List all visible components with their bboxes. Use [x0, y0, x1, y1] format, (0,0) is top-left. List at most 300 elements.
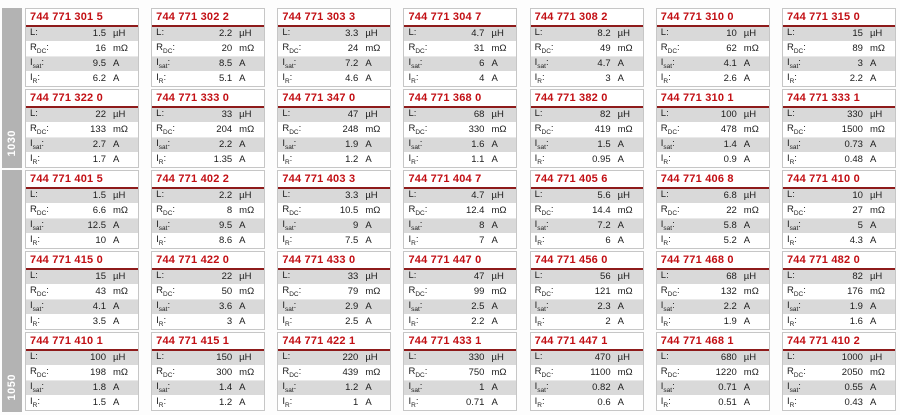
param-label-colon: : — [424, 284, 428, 296]
param-unit-isat: A — [869, 139, 877, 151]
param-label-base: L — [534, 188, 540, 200]
param-label-colon: : — [37, 71, 40, 83]
param-label-colon: : — [415, 152, 419, 164]
param-label-base: I — [156, 137, 159, 149]
param-value-rdc: 89 — [852, 43, 863, 55]
param-unit-l: µH — [239, 271, 252, 283]
param-label-subscript: R — [537, 401, 542, 409]
part-card — [656, 8, 770, 87]
part-number: 744 771 422 1 — [278, 333, 390, 351]
param-unit-ir: A — [869, 235, 877, 247]
part-card — [403, 89, 517, 168]
param-label-colon: : — [167, 218, 171, 230]
param-label-l — [535, 28, 543, 40]
param-label-base: L — [408, 26, 414, 38]
param-unit-ir: A — [239, 154, 246, 166]
param-unit-l: µH — [869, 190, 883, 202]
param-row-rdc — [26, 123, 138, 138]
param-label-base: L — [408, 269, 414, 281]
param-value-ir: 5.2 — [723, 235, 737, 247]
param-label-subscript: R — [537, 77, 542, 85]
param-unit-ir: A — [113, 316, 120, 328]
param-label-base: I — [282, 380, 285, 392]
param-label-colon: : — [35, 350, 38, 362]
param-value-ir: 1.5 — [92, 397, 106, 409]
param-value-isat: 0.73 — [844, 139, 863, 151]
param-label-colon: : — [298, 365, 302, 377]
param-label-subscript: DC — [667, 47, 678, 55]
part-card — [277, 332, 391, 411]
param-label-base: I — [282, 137, 285, 149]
param-unit-isat: A — [113, 301, 120, 313]
param-label-subscript: R — [32, 320, 38, 328]
param-label-subscript: DC — [36, 47, 47, 55]
param-label-base: R — [534, 122, 542, 134]
param-unit-l: µH — [365, 109, 378, 121]
param-row-rdc — [278, 123, 390, 138]
param-label-base: I — [30, 314, 33, 326]
param-label-ir — [30, 397, 40, 409]
param-label-subscript: DC — [163, 209, 173, 217]
param-label-subscript: DC — [541, 290, 551, 298]
param-label-colon: : — [413, 26, 417, 38]
param-unit-isat: A — [743, 382, 751, 394]
param-label-base: R — [534, 284, 542, 296]
param-label-l — [408, 271, 416, 283]
param-row-l — [657, 27, 769, 42]
param-label-colon: : — [803, 41, 806, 53]
param-label-base: R — [30, 41, 37, 53]
param-label-rdc — [282, 205, 301, 217]
param-row-l — [531, 27, 643, 42]
param-label-colon: : — [424, 122, 428, 134]
part-number: 744 771 403 3 — [278, 171, 390, 189]
param-label-base: I — [282, 314, 285, 326]
param-label-l — [282, 352, 290, 364]
param-label-subscript: R — [537, 158, 542, 166]
param-row-rdc — [657, 285, 769, 300]
param-unit-ir: A — [491, 73, 498, 85]
param-label-base: I — [156, 71, 159, 83]
param-value-ir: 1.35 — [213, 154, 233, 166]
param-value-rdc: 2050 — [841, 367, 863, 379]
param-label-isat — [661, 220, 675, 232]
param-label-colon: : — [677, 203, 680, 215]
param-label-base: I — [408, 299, 412, 311]
param-row-l — [657, 108, 769, 123]
param-label-rdc — [408, 286, 427, 298]
param-value-isat: 2.5 — [471, 301, 485, 313]
param-label-subscript: DC — [289, 371, 299, 379]
param-unit-isat: A — [743, 139, 751, 151]
param-label-colon: : — [419, 380, 423, 392]
param-label-subscript: DC — [415, 290, 425, 298]
param-label-subscript: sat — [32, 305, 42, 313]
param-label-base: I — [660, 299, 664, 311]
param-unit-isat: A — [491, 382, 498, 394]
param-label-colon: : — [46, 284, 49, 296]
param-label-base: L — [786, 350, 793, 362]
param-row-l — [531, 108, 643, 123]
param-label-colon: : — [161, 26, 165, 38]
part-card — [656, 251, 770, 330]
param-row-isat — [404, 57, 516, 72]
param-unit-l: µH — [239, 28, 252, 40]
param-row-ir — [404, 396, 516, 410]
part-card — [656, 170, 770, 249]
param-value-isat: 1.9 — [849, 301, 863, 313]
param-value-isat: 2.2 — [723, 301, 737, 313]
param-value-ir: 1.2 — [345, 154, 359, 166]
param-value-isat: 1.8 — [92, 382, 106, 394]
param-label-colon: : — [41, 56, 44, 68]
param-unit-rdc: mΩ — [491, 43, 507, 55]
param-label-base: R — [660, 365, 668, 377]
param-label-colon: : — [792, 26, 795, 38]
part-card — [782, 170, 896, 249]
part-number: 744 771 303 3 — [278, 9, 390, 27]
param-unit-ir: A — [365, 73, 372, 85]
param-row-ir — [152, 315, 264, 329]
param-label-rdc — [30, 286, 49, 298]
param-row-l — [531, 270, 643, 285]
param-row-ir — [531, 153, 643, 167]
param-unit-isat: A — [743, 301, 751, 313]
part-number: 744 771 310 1 — [657, 90, 769, 108]
param-label-subscript: R — [663, 401, 669, 409]
param-label-subscript: sat — [158, 62, 168, 70]
param-label-base: L — [156, 269, 162, 281]
part-card — [151, 89, 265, 168]
param-unit-rdc: mΩ — [743, 205, 759, 217]
param-unit-ir: A — [491, 235, 498, 247]
param-label-subscript: sat — [663, 386, 673, 394]
param-label-rdc — [156, 286, 175, 298]
param-label-rdc — [661, 367, 680, 379]
param-row-ir — [531, 396, 643, 410]
param-value-isat: 9.5 — [92, 58, 106, 70]
param-label-ir — [787, 316, 797, 328]
param-label-subscript: sat — [32, 224, 42, 232]
param-label-ir — [156, 235, 166, 247]
param-unit-rdc: mΩ — [617, 286, 633, 298]
param-label-ir — [787, 73, 797, 85]
param-row-l — [783, 189, 895, 204]
part-number: 744 771 456 0 — [531, 252, 643, 270]
param-label-ir — [30, 154, 40, 166]
param-label-colon: : — [803, 365, 806, 377]
param-unit-ir: A — [239, 73, 246, 85]
param-row-isat — [783, 57, 895, 72]
param-unit-l: µH — [869, 109, 883, 121]
param-row-isat — [531, 138, 643, 153]
param-unit-l: µH — [617, 28, 630, 40]
param-value-ir: 7.5 — [345, 235, 359, 247]
param-row-isat — [278, 300, 390, 315]
param-value-isat: 1.4 — [723, 139, 737, 151]
param-label-base: I — [786, 218, 790, 230]
param-value-rdc: 12.4 — [465, 205, 485, 217]
param-row-rdc — [783, 42, 895, 57]
param-label-base: I — [282, 71, 285, 83]
part-card — [530, 8, 644, 87]
param-row-l — [26, 270, 138, 285]
param-label-subscript: sat — [411, 62, 420, 70]
param-value-rdc: 248 — [342, 124, 359, 136]
param-label-rdc — [156, 43, 175, 55]
param-row-rdc — [26, 366, 138, 381]
param-label-isat — [661, 139, 675, 151]
param-label-isat — [30, 139, 44, 151]
param-row-ir — [278, 315, 390, 329]
param-label-colon: : — [415, 233, 419, 245]
param-unit-isat: A — [743, 58, 751, 70]
param-unit-l: µH — [869, 352, 883, 364]
param-row-rdc — [531, 123, 643, 138]
param-label-colon: : — [672, 218, 675, 230]
param-row-rdc — [152, 42, 264, 57]
param-label-subscript: sat — [411, 386, 420, 394]
param-label-rdc — [535, 43, 554, 55]
param-row-isat — [531, 381, 643, 396]
param-label-rdc — [787, 286, 806, 298]
param-label-subscript: R — [663, 158, 669, 166]
param-label-colon: : — [419, 218, 423, 230]
param-row-l — [152, 189, 264, 204]
param-unit-isat: A — [869, 301, 877, 313]
param-label-isat — [156, 220, 170, 232]
param-label-colon: : — [41, 218, 44, 230]
param-label-colon: : — [666, 107, 669, 119]
part-number: 744 771 301 5 — [26, 9, 138, 27]
param-unit-ir: A — [365, 235, 372, 247]
param-unit-ir: A — [869, 154, 877, 166]
part-card — [403, 332, 517, 411]
param-label-subscript: DC — [667, 209, 678, 217]
param-label-rdc — [30, 205, 49, 217]
param-label-l — [787, 109, 795, 121]
param-label-base: R — [786, 122, 794, 134]
param-value-rdc: 176 — [847, 286, 863, 298]
param-unit-l: µH — [617, 352, 630, 364]
param-row-l — [278, 27, 390, 42]
param-unit-ir: A — [617, 316, 624, 328]
param-unit-isat: A — [617, 301, 624, 313]
part-number: 744 771 415 1 — [152, 333, 264, 351]
param-unit-isat: A — [239, 58, 246, 70]
param-row-isat — [531, 57, 643, 72]
param-value-isat: 9.5 — [218, 220, 233, 232]
param-value-rdc: 43 — [95, 286, 106, 298]
param-label-base: L — [30, 269, 36, 281]
param-unit-l: µH — [113, 190, 126, 202]
param-label-base: I — [534, 71, 538, 83]
param-label-base: R — [282, 365, 290, 377]
param-unit-isat: A — [113, 220, 120, 232]
param-value-l: 1.5 — [92, 190, 106, 202]
param-row-ir — [278, 72, 390, 86]
param-value-l: 680 — [720, 352, 737, 364]
param-value-isat: 1.9 — [345, 139, 359, 151]
param-label-subscript: sat — [789, 305, 799, 313]
param-value-ir: 1.6 — [849, 316, 863, 328]
param-value-isat: 9 — [353, 220, 359, 232]
param-unit-l: µH — [365, 271, 378, 283]
param-label-isat — [787, 382, 801, 394]
param-row-isat — [657, 138, 769, 153]
param-value-rdc: 10.5 — [339, 205, 359, 217]
param-unit-ir: A — [743, 397, 751, 409]
param-label-colon: : — [161, 350, 165, 362]
param-label-colon: : — [803, 203, 806, 215]
param-label-l — [535, 190, 543, 202]
param-label-subscript: DC — [667, 371, 678, 379]
param-label-subscript: sat — [537, 62, 546, 70]
param-value-l: 6.8 — [723, 190, 737, 202]
param-label-colon: : — [539, 26, 543, 38]
param-label-colon: : — [35, 26, 38, 38]
param-label-colon: : — [672, 137, 675, 149]
param-label-base: I — [282, 233, 285, 245]
param-label-base: I — [156, 395, 159, 407]
param-label-base: R — [30, 203, 37, 215]
param-label-rdc — [661, 124, 680, 136]
part-number: 744 771 410 0 — [783, 171, 895, 189]
param-row-ir — [152, 72, 264, 86]
param-label-colon: : — [293, 218, 297, 230]
param-label-colon: : — [46, 203, 49, 215]
param-label-colon: : — [172, 122, 176, 134]
param-label-subscript: DC — [36, 209, 47, 217]
param-row-l — [783, 351, 895, 366]
param-value-l: 33 — [221, 109, 233, 121]
param-unit-isat: A — [113, 382, 120, 394]
param-label-colon: : — [37, 314, 40, 326]
param-label-base: I — [660, 380, 664, 392]
param-label-colon: : — [666, 350, 669, 362]
param-value-isat: 6 — [479, 58, 485, 70]
param-row-isat — [26, 219, 138, 234]
param-label-colon: : — [413, 350, 417, 362]
param-label-rdc — [408, 367, 427, 379]
size-group-label-1050: 1050 — [6, 373, 18, 400]
param-value-ir: 6 — [605, 235, 611, 247]
param-label-colon: : — [668, 233, 671, 245]
param-label-subscript: DC — [289, 128, 299, 136]
param-row-l — [531, 189, 643, 204]
part-card — [277, 251, 391, 330]
param-unit-isat: A — [617, 58, 624, 70]
param-label-base: R — [408, 203, 416, 215]
param-label-subscript: sat — [284, 143, 294, 151]
param-value-rdc: 1500 — [841, 124, 863, 136]
part-card — [530, 332, 644, 411]
param-label-colon: : — [41, 380, 44, 392]
param-label-base: R — [282, 284, 290, 296]
param-label-base: R — [786, 365, 794, 377]
param-value-l: 68 — [473, 109, 485, 121]
part-card — [782, 89, 896, 168]
param-unit-rdc: mΩ — [617, 205, 633, 217]
param-label-base: I — [534, 137, 538, 149]
part-card — [25, 251, 139, 330]
param-label-base: R — [156, 41, 164, 53]
param-label-subscript: R — [284, 158, 290, 166]
param-unit-ir: A — [239, 397, 246, 409]
param-label-base: L — [534, 26, 540, 38]
param-label-colon: : — [668, 71, 671, 83]
param-label-colon: : — [668, 152, 671, 164]
param-label-subscript: DC — [541, 209, 551, 217]
param-label-ir — [787, 154, 797, 166]
param-row-l — [657, 351, 769, 366]
param-unit-rdc: mΩ — [491, 367, 507, 379]
param-row-ir — [404, 234, 516, 248]
param-label-l — [30, 109, 38, 121]
param-label-isat — [535, 382, 549, 394]
param-label-colon: : — [798, 218, 801, 230]
param-row-l — [783, 27, 895, 42]
param-value-ir: 2 — [605, 316, 611, 328]
param-value-l: 33 — [347, 271, 359, 283]
param-label-rdc — [156, 367, 175, 379]
param-value-isat: 7.2 — [345, 58, 359, 70]
part-card — [403, 8, 517, 87]
param-label-colon: : — [289, 314, 293, 326]
param-label-l — [282, 109, 290, 121]
param-value-l: 470 — [594, 352, 611, 364]
param-label-base: R — [282, 203, 290, 215]
param-label-subscript: DC — [541, 128, 551, 136]
param-label-base: R — [408, 122, 416, 134]
param-row-l — [152, 108, 264, 123]
param-label-base: I — [30, 71, 33, 83]
param-label-colon: : — [289, 71, 293, 83]
param-value-rdc: 198 — [90, 367, 106, 379]
param-row-ir — [657, 234, 769, 248]
param-unit-isat: A — [617, 139, 624, 151]
param-label-base: L — [282, 269, 288, 281]
param-label-isat — [282, 139, 296, 151]
param-unit-rdc: mΩ — [113, 286, 129, 298]
param-unit-l: µH — [239, 190, 252, 202]
param-label-base: I — [534, 314, 538, 326]
param-label-base: R — [408, 41, 416, 53]
param-label-ir — [408, 73, 418, 85]
param-label-colon: : — [41, 299, 44, 311]
param-value-rdc: 49 — [600, 43, 611, 55]
param-label-base: L — [156, 26, 162, 38]
param-label-subscript: sat — [537, 143, 546, 151]
param-label-base: I — [534, 395, 538, 407]
param-row-l — [152, 270, 264, 285]
param-value-ir: 0.95 — [592, 154, 611, 166]
param-label-base: I — [660, 233, 664, 245]
param-label-isat — [30, 220, 44, 232]
part-number: 744 771 410 2 — [783, 333, 895, 351]
param-unit-rdc: mΩ — [743, 43, 759, 55]
param-unit-isat: A — [239, 139, 246, 151]
param-row-l — [404, 351, 516, 366]
param-unit-l: µH — [869, 271, 883, 283]
param-label-isat — [282, 382, 296, 394]
param-label-base: I — [786, 152, 790, 164]
param-value-l: 10 — [852, 190, 863, 202]
param-label-ir — [282, 397, 292, 409]
param-row-ir — [152, 234, 264, 248]
part-number: 744 771 405 6 — [531, 171, 643, 189]
param-label-isat — [408, 139, 422, 151]
